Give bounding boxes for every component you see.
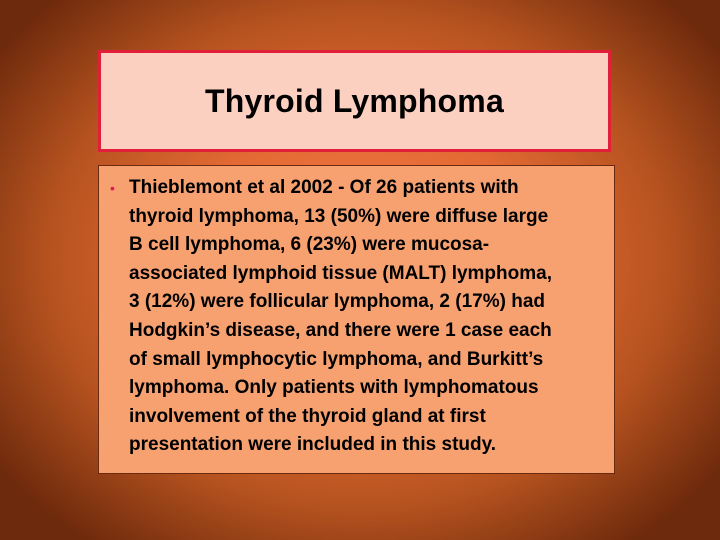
bullet-item <box>109 174 600 460</box>
content-box <box>98 165 615 474</box>
bullet-marker: • <box>110 180 115 196</box>
bullet-text: Thieblemont et al 2002 - Of 26 patients with thyroid lymphoma, 13 (50%) were diffuse large B cell lymphoma, 6 (23%) were mucosa- associated lymphoid tissue (MALT) lymphoma, 3 (12%) were follicular lymphoma, 2 (17%) had Hodgkin’s disease, and there were 1 case each of small lymphocytic lymphoma, and Burkitt’s lymphoma. Only patients with lymphomatous involvement of the thyroid gland at first presentation were included in this study. <box>129 177 552 456</box>
title-box <box>98 50 611 152</box>
slide-title: Thyroid Lymphoma <box>205 82 504 119</box>
